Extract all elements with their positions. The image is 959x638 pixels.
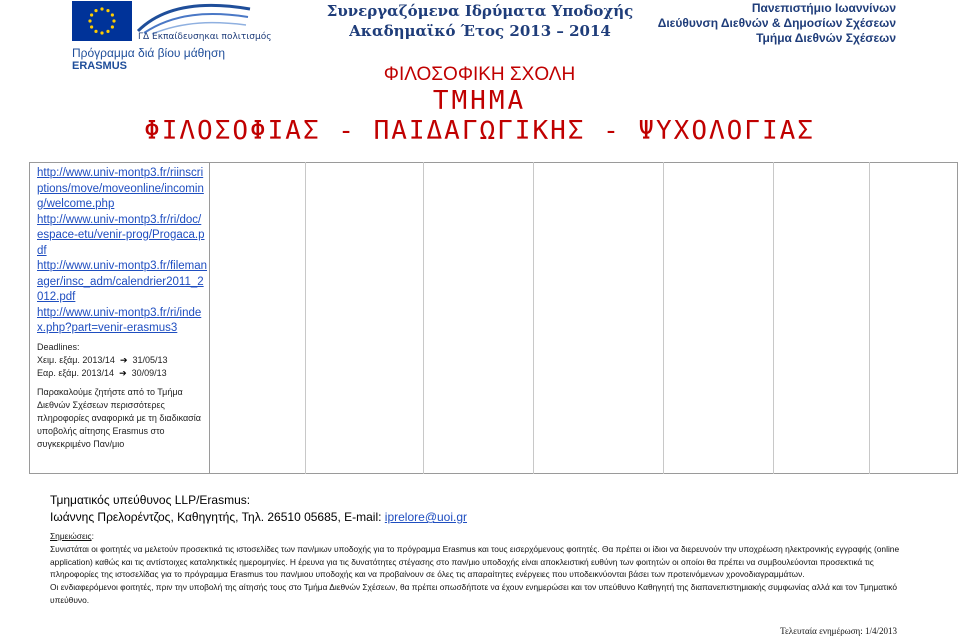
document-title — [300, 1, 660, 41]
arrow-right-icon: ➔ — [116, 367, 130, 378]
department-title-line2: ΦΙΛΟΣΟΦΙΑΣ - ΠΑΙΔΑΓΩΓΙΚΗΣ - ΨΥΧΟΛΟΓΙΑΣ — [144, 116, 815, 146]
title-academic-year: Ακαδημαϊκό Έτος 2013 – 2014 — [349, 22, 611, 40]
winter-deadline — [37, 354, 207, 367]
last-updated: Τελευταία ενημέρωση: 1/4/2013 — [780, 626, 897, 636]
notes-paragraph-1: Συνιστάται οι φοιτητές να μελετούν προσεκτικά τις ιστοσελίδες των παν/μιων υποδοχής για το πρόγραμμα Erasmus και τους εισερχόμενους φοιτητές. Θα πρέπει οι ίδιοι να διερευνούν την υποχρέωση ηλεκτρονικής εγγραφής (online application) καθώς και τις αντίστοιχες καταληκτικές ημερομηνίες. Η έρευνα για τις δυνατότητες στέγασης στο παν/μιο υποδοχής είναι αποκλειστική ευθύνη των φοιτητών οι οποίοι θα πρέπει να συμβουλεύονται προσεκτικά τις πληροφορίες της ιστοσελίδας για το πρόγραμμα Erasmus του παν/μιου υποδοχής και να προβαίνουν σε όλες τις απαραίτητες ενέργειες που υποδεικνύονται βάσει των προτεινόμενων χρονοδιαγραμμάτων. — [50, 543, 900, 580]
table-column — [210, 162, 306, 474]
deadlines-label: Deadlines: — [37, 341, 80, 352]
contact-details — [50, 509, 467, 526]
notes-section — [50, 530, 910, 607]
link-online-application[interactable]: http://www.univ-montp3.fr/riinscriptions/move/moveonline/incoming/welcome.php — [37, 167, 204, 210]
dg-education-culture-caption: ΓΔ Εκπαίδευσηκαι πολιτισμός — [138, 32, 272, 42]
eu-star-icon — [111, 13, 114, 16]
eu-star-icon — [94, 30, 97, 33]
eu-star-icon — [90, 13, 93, 16]
eu-star-icon — [100, 7, 103, 10]
university-name: Πανεπιστήμιο Ιωαννίνων — [751, 1, 896, 15]
directorate-name: Διεύθυνση Διεθνών & Δημοσίων Σχέσεων — [657, 16, 896, 30]
notes-title-colon: : — [91, 531, 94, 541]
link-academic-calendar[interactable]: http://www.univ-montp3.fr/filemanager/insc_adm/calendrier2011_2012.pdf — [37, 260, 208, 303]
contact-name-phone: Ιωάννης Πρελορέντζος, Καθηγητής, Τηλ. 26510 05685, E-mail: — [50, 510, 385, 524]
notes-heading — [50, 530, 910, 543]
spring-deadline — [37, 367, 207, 380]
notes-paragraph-2: Οι ενδιαφερόμενοι φοιτητές, πριν την υποβολή της αίτησής τους στο Τμήμα Διεθνών Σχέσεων, θα πρέπει οπωσδήποτε να έχουν ενημερώσει και τον υπεύθυνο Καθηγητή της διαπανεπιστημιακής συμφωνίας αλλά και τον Τμηματικό υπεύθυνο. — [50, 582, 898, 605]
eu-star-icon — [106, 9, 109, 12]
title-host-institutions: Συνεργαζόμενα Ιδρύματα Υποδοχής — [326, 2, 634, 20]
lifelong-learning-swoosh-icon — [134, 1, 254, 35]
arrow-right-icon: ➔ — [117, 354, 130, 365]
link-course-programme[interactable]: http://www.univ-montp3.fr/ri/doc/espace-etu/venir-prog/Progaca.pdf — [37, 213, 205, 257]
lifelong-learning-programme-label: Πρόγραμμα διά βίου μάθηση — [72, 46, 226, 60]
eu-star-icon — [90, 25, 93, 28]
department-contact — [50, 492, 467, 526]
table-column — [424, 162, 534, 474]
eu-star-icon — [112, 19, 115, 22]
lifelong-learning-logo — [134, 1, 254, 35]
winter-semester-label: Χειμ. εξάμ. 2013/14 — [37, 354, 115, 365]
eu-stars-icon — [72, 1, 132, 41]
eu-star-icon — [111, 25, 114, 28]
contact-email-link[interactable]: iprelore@uoi.gr — [384, 510, 468, 524]
link-erasmus-info[interactable]: http://www.univ-montp3.fr/ri/index.php?part=venir-erasmus3 — [37, 306, 202, 334]
eu-star-icon — [88, 19, 91, 22]
contact-title: Τμηματικός υπεύθυνος LLP/Erasmus: — [50, 493, 251, 507]
table-column — [306, 162, 424, 474]
eu-flag-logo — [72, 1, 132, 41]
table-column — [534, 162, 664, 474]
spring-deadline-date: 30/09/13 — [131, 367, 167, 378]
erasmus-label: ERASMUS — [72, 60, 128, 72]
application-request-note: Παρακαλούμε ζητήστε από το Τμήμα Διεθνών Σχέσεων περισσότερες πληροφορίες αναφορικά με τη διαδικασία υποβολής αίτησης Erasmus στο συγκεκριμένο Παν/μιο — [37, 386, 201, 449]
eu-star-icon — [100, 31, 103, 34]
table-cell-info — [37, 166, 207, 451]
spring-semester-label: Εαρ. εξάμ. 2013/14 — [37, 367, 115, 378]
table-column — [774, 162, 870, 474]
table-column — [664, 162, 774, 474]
faculty-title: ΦΙΛΟΣΟΦΙΚΗ ΣΧΟΛΗ — [383, 64, 576, 85]
eu-star-icon — [94, 9, 97, 12]
university-header — [658, 1, 896, 46]
eu-star-icon — [106, 30, 109, 33]
notes-title: Σημειώσεις — [50, 531, 92, 541]
winter-deadline-date: 31/05/13 — [132, 354, 168, 365]
office-name: Τμήμα Διεθνών Σχέσεων — [756, 31, 896, 45]
department-title-line1: ΤΜΗΜΑ — [432, 86, 527, 116]
